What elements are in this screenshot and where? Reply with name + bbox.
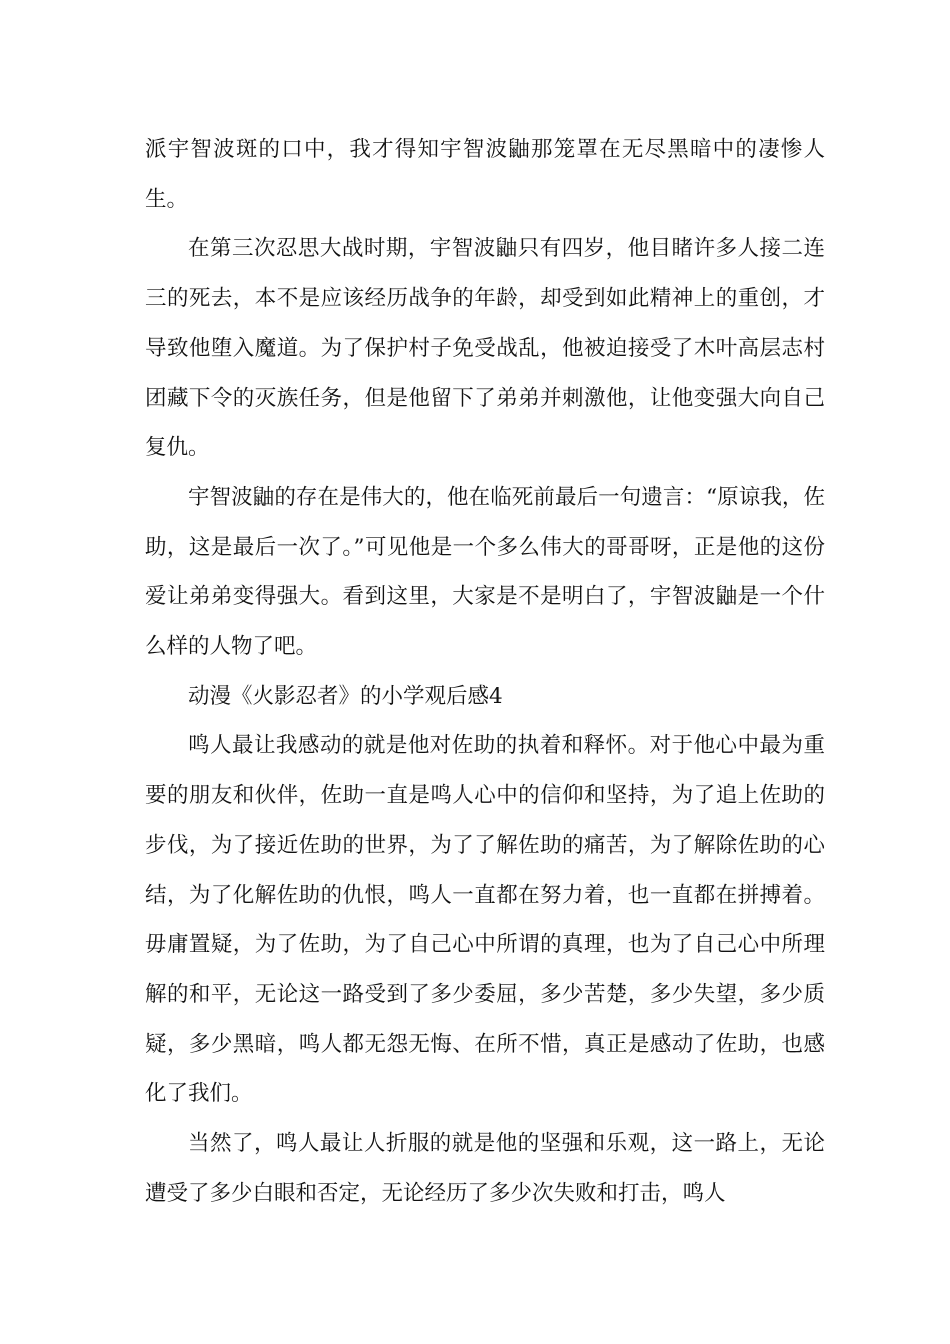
document-body — [145, 125, 825, 1218]
paragraph-itachi-war: 在第三次忍思大战时期，宇智波鼬只有四岁，他目睹许多人接二连三的死去，本不是应该经历战争的年龄，却受到如此精神上的重创，才导致他堕入魔道。为了保护村子免受战乱，他被迫接受了木叶高层志村团藏下令的灭族任务，但是他留下了弟弟并刺激他，让他变强大向自己复仇。 — [145, 236, 825, 461]
section-heading: 动漫《火影忍者》的小学观后感4 — [188, 683, 503, 709]
paragraph-itachi-greatness: 宇智波鼬的存在是伟大的，他在临死前最后一句遗言：“原谅我，佐助，这是最后一次了。”可见他是一个多么伟大的哥哥呀，正是他的这份爱让弟弟变得强大。看到这里，大家是不是明白了，宇智波鼬是一个什么样的人物了吧。 — [145, 484, 825, 660]
paragraph-continued: 派宇智波斑的口中，我才得知宇智波鼬那笼罩在无尽黑暗中的凄惨人生。 — [145, 137, 825, 212]
paragraph-naruto-optimism: 当然了，鸣人最让人折服的就是他的坚强和乐观，这一路上，无论遭受了多少白眼和否定，无论经历了多少次失败和打击，鸣人 — [145, 1131, 825, 1206]
paragraph-naruto-persistence: 鸣人最让我感动的就是他对佐助的执着和释怀。对于他心中最为重要的朋友和伙伴，佐助一直是鸣人心中的信仰和坚持，为了追上佐助的步伐，为了接近佐助的世界，为了了解佐助的痛苦，为了解除佐助的心结，为了化解佐助的仇恨，鸣人一直都在努力着，也一直都在拼搏着。毋庸置疑，为了佐助，为了自己心中所谓的真理，也为了自己心中所理解的和平，无论这一路受到了多少委屈，多少苦楚，多少失望，多少质疑，多少黑暗，鸣人都无怨无悔、在所不惜，真正是感动了佐助，也感化了我们。 — [145, 733, 825, 1107]
